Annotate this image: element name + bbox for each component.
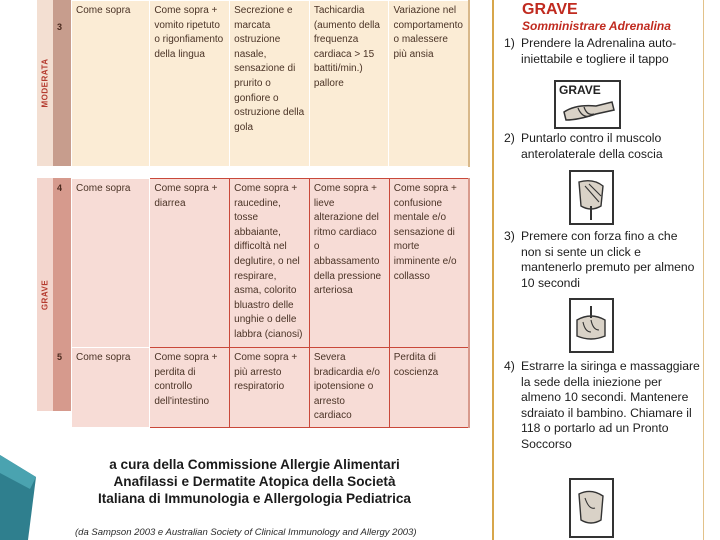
autoinjector-illustration — [554, 80, 621, 129]
hand-press-icon — [571, 300, 612, 351]
hand-massage-icon — [571, 480, 612, 536]
severe-label: GRAVE — [40, 279, 50, 310]
step-text: Estrarre la siringa e massaggiare la sede della iniezione per almeno 10 secondi. Mantenere sdraiato il bambino. Chiamare il 118 o portarlo ad un Pronto Soccorso — [521, 359, 700, 451]
panel-title: GRAVE — [522, 1, 578, 18]
table-cell: Secrezione e marcata ostruzione nasale, sensazione di prurito o gonfiore o ostruzione della gola — [230, 1, 310, 167]
moderate-table — [71, 0, 470, 167]
step-4 — [504, 359, 700, 453]
step-text: Premere con forza fino a che non si sente un click e mantenerlo premuto per almeno 10 secondi — [521, 229, 695, 290]
caption-line: Anafilassi e Dermatite Atopica della Società — [113, 474, 396, 489]
table-cell: Severa bradicardia e/o ipotensione o arresto cardiaco — [309, 348, 389, 428]
massage-site-illustration — [569, 478, 614, 538]
table-cell: Come sopra + raucedine, tosse abbaiante, difficoltà nel deglutire, o nel respirare, asma, colorito bluastro delle unghie o delle labbra (cianosi) — [230, 179, 310, 348]
severe-severity-band — [37, 178, 470, 422]
step-2 — [504, 131, 700, 162]
panel-subtitle: Somministrare Adrenalina — [522, 19, 671, 33]
hand-aim-icon — [571, 172, 612, 223]
step-number: 2) — [504, 131, 515, 145]
step-text: Puntarlo contro il muscolo anterolaterale della coscia — [521, 131, 663, 161]
grade-number: 3 — [57, 22, 63, 32]
grade-number: 4 — [57, 183, 63, 193]
adrenaline-instructions-panel — [492, 0, 704, 540]
step-3 — [504, 229, 700, 291]
table-row — [72, 179, 470, 348]
severe-table — [71, 178, 470, 428]
moderate-label: MODERATA — [40, 58, 50, 108]
table-cell: Come sopra + più arresto respiratorio — [230, 348, 310, 428]
table-row — [72, 1, 470, 167]
decorative-ribbon — [0, 455, 36, 540]
step-number: 4) — [504, 359, 515, 373]
source-citation: (da Sampson 2003 e Australian Society of Clinical Immunology and Allergy 2003) — [75, 527, 417, 538]
aim-thigh-illustration — [569, 170, 614, 225]
caption — [32, 456, 477, 507]
table-cell: Come sopra + perdita di controllo dell'intestino — [150, 348, 230, 428]
table-cell: Come sopra + vomito ripetuto o rigonfiamento della lingua — [150, 1, 230, 167]
table-cell: Come sopra + confusione mentale e/o sensazione di morte imminente e/o collasso — [389, 179, 469, 348]
caption-line: a cura della Commissione Allergie Alimentari — [109, 457, 400, 472]
step-number: 1) — [504, 36, 515, 50]
caption-line: Italiana di Immunologia e Allergologia Pediatrica — [98, 491, 411, 506]
table-cell: Come sopra — [72, 179, 150, 348]
hand-injector-icon — [556, 82, 619, 127]
press-injector-illustration — [569, 298, 614, 353]
moderate-severity-band — [37, 0, 470, 166]
table-cell: Come sopra — [72, 348, 150, 428]
table-cell: Come sopra + lieve alterazione del ritmo cardiaco o abbassamento della pressione arteriosa — [309, 179, 389, 348]
table-row — [72, 348, 470, 428]
illustration-label: GRAVE — [559, 83, 601, 97]
table-cell: Come sopra + diarrea — [150, 179, 230, 348]
table-cell: Perdita di coscienza — [389, 348, 469, 428]
grade-number: 5 — [57, 352, 63, 362]
table-cell: Tachicardia (aumento della frequenza cardiaca > 15 battiti/min.) pallore — [309, 1, 389, 167]
table-cell: Variazione nel comportamento o malessere più ansia — [389, 1, 469, 167]
table-cell: Come sopra — [72, 1, 150, 167]
step-number: 3) — [504, 229, 515, 243]
step-text: Prendere la Adrenalina auto-iniettabile e togliere il tappo — [521, 36, 677, 66]
step-1 — [504, 36, 700, 67]
